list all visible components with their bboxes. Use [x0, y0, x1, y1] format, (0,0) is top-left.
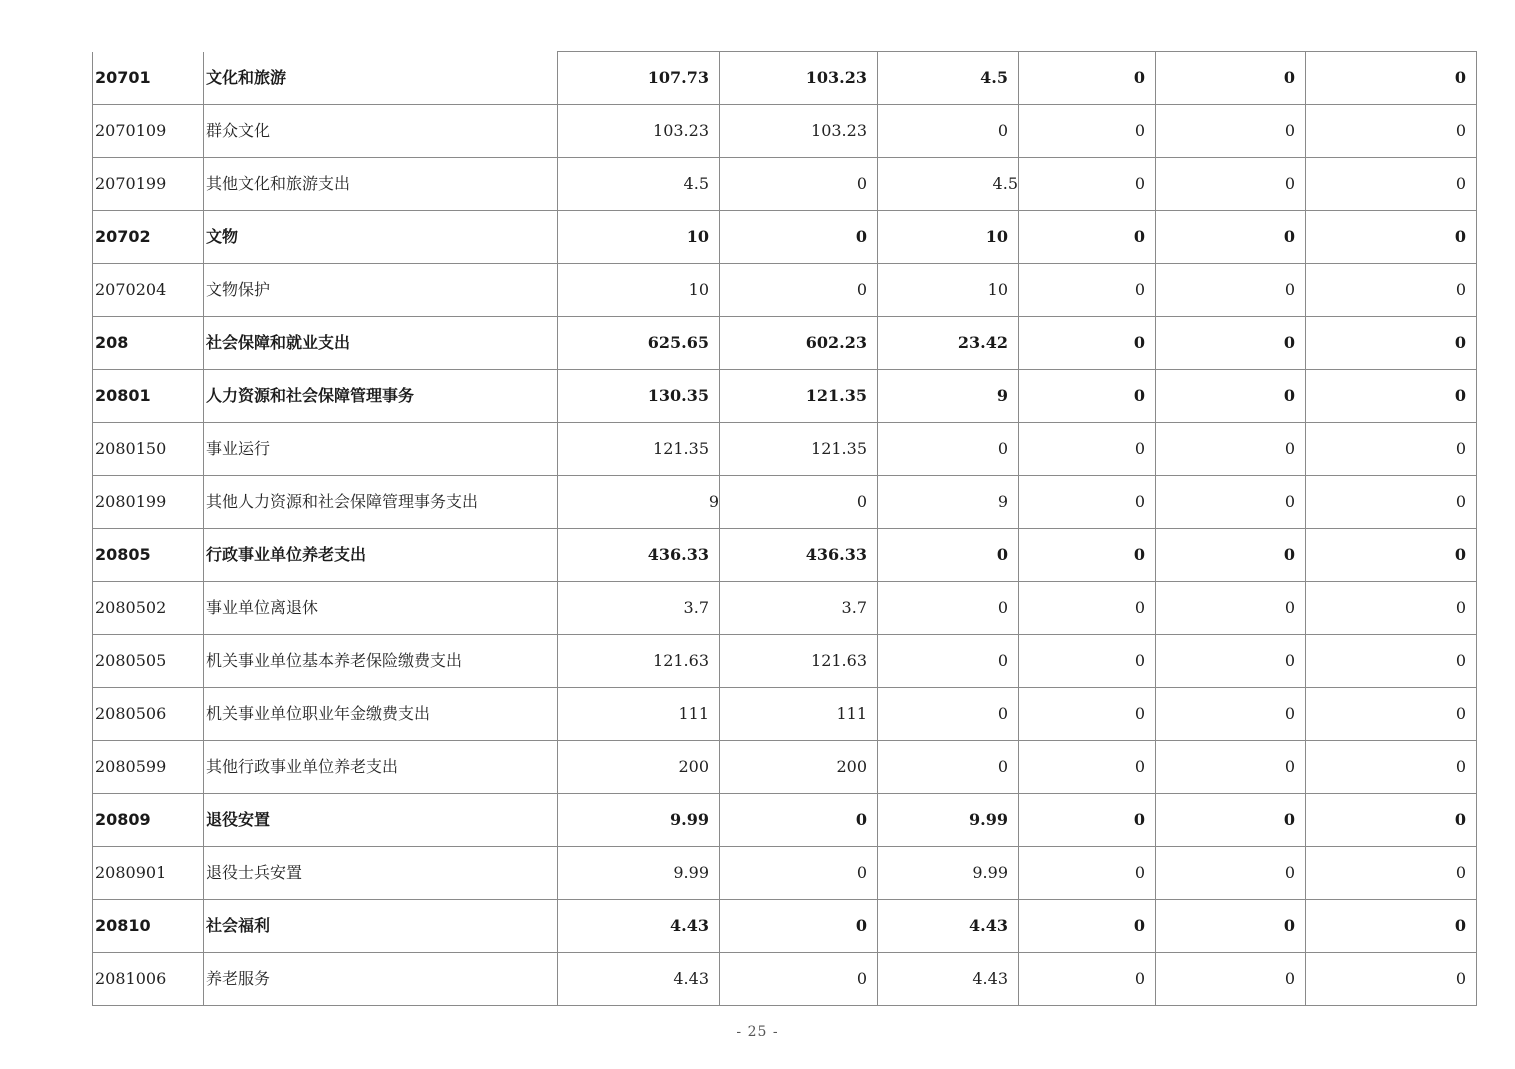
row-col6-cell: 0 — [1306, 953, 1477, 1006]
row-col4-cell: 0 — [1019, 317, 1156, 370]
row-name-cell: 行政事业单位养老支出 — [204, 529, 558, 582]
row-col4-cell: 0 — [1019, 476, 1156, 529]
row-col4-cell: 0 — [1019, 582, 1156, 635]
row-basic-cell: 121.35 — [720, 370, 878, 423]
row-col4-cell: 0 — [1019, 529, 1156, 582]
row-project-cell: 9.99 — [878, 794, 1019, 847]
row-project-cell: 0 — [878, 105, 1019, 158]
row-code-cell: 2080199 — [93, 476, 204, 529]
row-project-cell: 4.43 — [878, 953, 1019, 1006]
table-row — [93, 211, 1477, 264]
row-code-cell: 2070204 — [93, 264, 204, 317]
row-total-cell: 10 — [558, 264, 720, 317]
row-col4-cell: 0 — [1019, 900, 1156, 953]
row-col6-cell: 0 — [1306, 423, 1477, 476]
row-col6-cell: 0 — [1306, 688, 1477, 741]
row-code-cell: 208 — [93, 317, 204, 370]
row-name-cell: 退役士兵安置 — [204, 847, 558, 900]
row-code-cell: 20809 — [93, 794, 204, 847]
row-col5-cell: 0 — [1156, 317, 1306, 370]
row-project-cell: 10 — [878, 211, 1019, 264]
row-code-cell: 20701 — [93, 52, 204, 105]
row-col4-cell: 0 — [1019, 847, 1156, 900]
table-row — [93, 52, 1477, 105]
row-col6-cell: 0 — [1306, 476, 1477, 529]
row-code-cell: 2070109 — [93, 105, 204, 158]
row-name-cell: 社会保障和就业支出 — [204, 317, 558, 370]
row-total-cell: 436.33 — [558, 529, 720, 582]
row-project-cell: 0 — [878, 582, 1019, 635]
row-col5-cell: 0 — [1156, 52, 1306, 105]
row-project-cell: 9 — [878, 476, 1019, 529]
row-total-cell: 111 — [558, 688, 720, 741]
row-name-cell: 事业运行 — [204, 423, 558, 476]
row-col6-cell: 0 — [1306, 900, 1477, 953]
row-col6-cell: 0 — [1306, 741, 1477, 794]
row-name-cell: 其他文化和旅游支出 — [204, 158, 558, 211]
row-project-cell: 0 — [878, 688, 1019, 741]
row-name-cell: 社会福利 — [204, 900, 558, 953]
table-row — [93, 847, 1477, 900]
row-col5-cell: 0 — [1156, 158, 1306, 211]
row-col4-cell: 0 — [1019, 688, 1156, 741]
table-body — [93, 52, 1477, 1006]
row-col5-cell: 0 — [1156, 688, 1306, 741]
row-col6-cell: 0 — [1306, 317, 1477, 370]
row-total-cell: 200 — [558, 741, 720, 794]
row-col6-cell: 0 — [1306, 52, 1477, 105]
row-name-cell: 文物 — [204, 211, 558, 264]
row-total-cell: 4.43 — [558, 953, 720, 1006]
row-basic-cell: 0 — [720, 900, 878, 953]
row-code-cell: 20801 — [93, 370, 204, 423]
row-col4-cell: 0 — [1019, 635, 1156, 688]
row-project-cell: 10 — [878, 264, 1019, 317]
row-name-cell: 人力资源和社会保障管理事务 — [204, 370, 558, 423]
row-name-cell: 其他人力资源和社会保障管理事务支出 — [204, 476, 558, 529]
row-code-cell: 2080901 — [93, 847, 204, 900]
row-basic-cell: 0 — [720, 264, 878, 317]
row-project-cell: 9.99 — [878, 847, 1019, 900]
row-total-cell: 4.43 — [558, 900, 720, 953]
row-code-cell: 2080502 — [93, 582, 204, 635]
row-col6-cell: 0 — [1306, 370, 1477, 423]
row-project-cell: 0 — [878, 529, 1019, 582]
row-name-cell: 群众文化 — [204, 105, 558, 158]
row-col6-cell: 0 — [1306, 264, 1477, 317]
row-col4-cell: 0 — [1019, 105, 1156, 158]
row-total-cell: 9.99 — [558, 847, 720, 900]
row-project-cell: 0 — [878, 741, 1019, 794]
row-code-cell: 20805 — [93, 529, 204, 582]
row-col5-cell: 0 — [1156, 423, 1306, 476]
row-basic-cell: 111 — [720, 688, 878, 741]
row-code-cell: 2080505 — [93, 635, 204, 688]
row-total-cell: 10 — [558, 211, 720, 264]
row-col6-cell: 0 — [1306, 847, 1477, 900]
row-total-cell: 9 — [558, 476, 720, 529]
row-name-cell: 机关事业单位基本养老保险缴费支出 — [204, 635, 558, 688]
row-col5-cell: 0 — [1156, 635, 1306, 688]
row-col5-cell: 0 — [1156, 211, 1306, 264]
row-project-cell: 4.5 — [878, 52, 1019, 105]
row-total-cell: 107.73 — [558, 52, 720, 105]
row-col4-cell: 0 — [1019, 370, 1156, 423]
row-col4-cell: 0 — [1019, 264, 1156, 317]
row-basic-cell: 0 — [720, 158, 878, 211]
row-name-cell: 事业单位离退休 — [204, 582, 558, 635]
row-basic-cell: 121.35 — [720, 423, 878, 476]
row-col5-cell: 0 — [1156, 264, 1306, 317]
table-row — [93, 529, 1477, 582]
row-code-cell: 2080150 — [93, 423, 204, 476]
row-col6-cell: 0 — [1306, 105, 1477, 158]
row-basic-cell: 3.7 — [720, 582, 878, 635]
row-code-cell: 2070199 — [93, 158, 204, 211]
table-row — [93, 688, 1477, 741]
row-project-cell: 9 — [878, 370, 1019, 423]
row-col5-cell: 0 — [1156, 529, 1306, 582]
row-project-cell: 4.43 — [878, 900, 1019, 953]
row-basic-cell: 0 — [720, 953, 878, 1006]
row-col5-cell: 0 — [1156, 794, 1306, 847]
table-row — [93, 476, 1477, 529]
table-row — [93, 264, 1477, 317]
row-basic-cell: 0 — [720, 847, 878, 900]
table-row — [93, 370, 1477, 423]
row-name-cell: 文物保护 — [204, 264, 558, 317]
table-row — [93, 317, 1477, 370]
row-name-cell: 文化和旅游 — [204, 52, 558, 105]
row-name-cell: 养老服务 — [204, 953, 558, 1006]
row-col6-cell: 0 — [1306, 211, 1477, 264]
row-col4-cell: 0 — [1019, 423, 1156, 476]
row-name-cell: 退役安置 — [204, 794, 558, 847]
row-basic-cell: 0 — [720, 794, 878, 847]
row-code-cell: 2081006 — [93, 953, 204, 1006]
table-row — [93, 423, 1477, 476]
row-col4-cell: 0 — [1019, 211, 1156, 264]
row-total-cell: 121.63 — [558, 635, 720, 688]
budget-expenditure-table — [92, 51, 1477, 1006]
row-basic-cell: 602.23 — [720, 317, 878, 370]
row-col5-cell: 0 — [1156, 953, 1306, 1006]
row-basic-cell: 436.33 — [720, 529, 878, 582]
row-basic-cell: 103.23 — [720, 105, 878, 158]
row-project-cell: 4.5 — [878, 158, 1019, 211]
row-total-cell: 625.65 — [558, 317, 720, 370]
row-col4-cell: 0 — [1019, 794, 1156, 847]
row-total-cell: 103.23 — [558, 105, 720, 158]
row-code-cell: 2080506 — [93, 688, 204, 741]
row-project-cell: 23.42 — [878, 317, 1019, 370]
row-col4-cell: 0 — [1019, 158, 1156, 211]
table-row — [93, 953, 1477, 1006]
row-col5-cell: 0 — [1156, 741, 1306, 794]
row-total-cell: 121.35 — [558, 423, 720, 476]
row-col5-cell: 0 — [1156, 900, 1306, 953]
table-row — [93, 635, 1477, 688]
row-col5-cell: 0 — [1156, 476, 1306, 529]
row-code-cell: 20810 — [93, 900, 204, 953]
row-name-cell: 其他行政事业单位养老支出 — [204, 741, 558, 794]
row-col6-cell: 0 — [1306, 794, 1477, 847]
budget-table-container — [92, 51, 1476, 1006]
row-code-cell: 2080599 — [93, 741, 204, 794]
row-project-cell: 0 — [878, 635, 1019, 688]
row-col4-cell: 0 — [1019, 741, 1156, 794]
row-basic-cell: 0 — [720, 211, 878, 264]
row-total-cell: 3.7 — [558, 582, 720, 635]
table-row — [93, 741, 1477, 794]
row-basic-cell: 0 — [720, 476, 878, 529]
row-basic-cell: 200 — [720, 741, 878, 794]
row-name-cell: 机关事业单位职业年金缴费支出 — [204, 688, 558, 741]
row-col6-cell: 0 — [1306, 158, 1477, 211]
table-row — [93, 158, 1477, 211]
row-col5-cell: 0 — [1156, 105, 1306, 158]
row-total-cell: 4.5 — [558, 158, 720, 211]
row-col6-cell: 0 — [1306, 582, 1477, 635]
table-row — [93, 900, 1477, 953]
row-basic-cell: 103.23 — [720, 52, 878, 105]
table-row — [93, 105, 1477, 158]
row-total-cell: 9.99 — [558, 794, 720, 847]
row-basic-cell: 121.63 — [720, 635, 878, 688]
row-total-cell: 130.35 — [558, 370, 720, 423]
table-row — [93, 794, 1477, 847]
row-project-cell: 0 — [878, 423, 1019, 476]
row-code-cell: 20702 — [93, 211, 204, 264]
row-col6-cell: 0 — [1306, 529, 1477, 582]
row-col5-cell: 0 — [1156, 582, 1306, 635]
row-col4-cell: 0 — [1019, 953, 1156, 1006]
row-col5-cell: 0 — [1156, 847, 1306, 900]
table-row — [93, 582, 1477, 635]
row-col5-cell: 0 — [1156, 370, 1306, 423]
row-col6-cell: 0 — [1306, 635, 1477, 688]
page-number: - 25 - — [736, 1024, 779, 1040]
row-col4-cell: 0 — [1019, 52, 1156, 105]
